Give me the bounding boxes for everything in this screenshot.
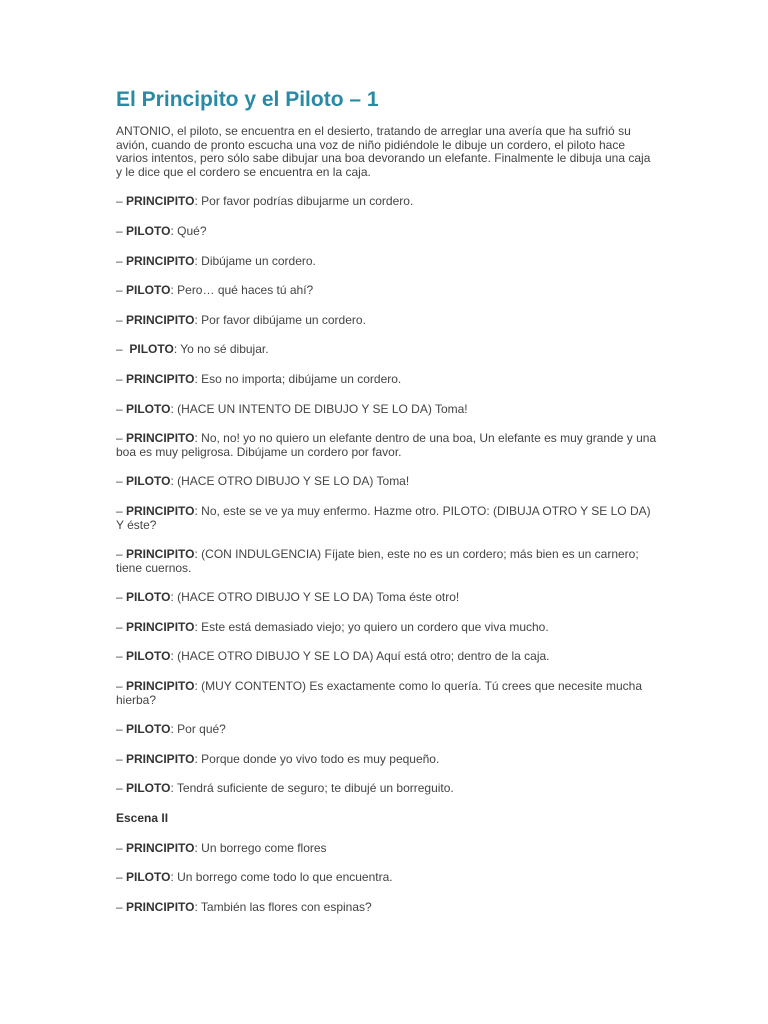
dash: – (116, 590, 127, 605)
speaker-name: PILOTO (126, 283, 171, 298)
dialogue-line (116, 723, 658, 737)
speaker-name: PILOTO (126, 590, 171, 605)
dialogue-text: : También las flores con espinas? (194, 899, 372, 914)
dialogue-text: : (HACE OTRO DIBUJO Y SE LO DA) Toma éste otro! (170, 590, 460, 605)
dialogue-list (116, 195, 658, 914)
dialogue-text: : (CON INDULGENCIA) Fíjate bien, este no es un cordero; más bien es un carnero; tiene cuernos. (116, 547, 639, 575)
dash: – (116, 312, 127, 327)
dash: – (116, 371, 127, 386)
dialogue-line (116, 225, 658, 239)
dialogue-text: : Tendrá suficiente de seguro; te dibujé un borreguito. (170, 781, 454, 796)
dialogue-text: : (MUY CONTENTO) Es exactamente como lo quería. Tú crees que necesite mucha hierba? (116, 679, 642, 707)
dash: – (116, 751, 127, 766)
dialogue-text: : (HACE UN INTENTO DE DIBUJO Y SE LO DA) Toma! (170, 401, 468, 416)
dialogue-text: : Pero… qué haces tú ahí? (170, 283, 314, 298)
dash: – (116, 781, 127, 796)
speaker-name: PRINCIPITO (126, 840, 195, 855)
dialogue-line (116, 195, 658, 209)
dialogue-text: : Eso no importa; dibújame un cordero. (194, 371, 402, 386)
dialogue-text: : Por qué? (170, 722, 226, 737)
speaker-name: PILOTO (129, 342, 174, 357)
speaker-name: PRINCIPITO (126, 547, 195, 562)
dialogue-line (116, 432, 658, 459)
dialogue-text: : Por favor dibújame un cordero. (194, 312, 366, 327)
dash: – (116, 223, 127, 238)
speaker-name: PRINCIPITO (126, 619, 195, 634)
dialogue-line (116, 505, 658, 532)
dialogue-line (116, 314, 658, 328)
dialogue-text: : Porque donde yo vivo todo es muy pequeño. (194, 751, 440, 766)
dash: – (116, 840, 127, 855)
dash: – (116, 899, 127, 914)
dialogue-text: : (HACE OTRO DIBUJO Y SE LO DA) Aquí está otro; dentro de la caja. (170, 649, 550, 664)
dialogue-text: : Un borrego come flores (194, 840, 327, 855)
dialogue-line (116, 284, 658, 298)
dialogue-line (116, 255, 658, 269)
dash: – (116, 619, 127, 634)
dash: – (116, 431, 127, 446)
dialogue-line (116, 475, 658, 489)
dialogue-line (116, 373, 658, 387)
speaker-name: PRINCIPITO (126, 899, 195, 914)
dialogue-text: : No, este se ve ya muy enfermo. Hazme otro. PILOTO: (DIBUJA OTRO Y SE LO DA) Y éste? (116, 503, 651, 532)
dash: – (116, 870, 127, 885)
page-title: El Principito y el Piloto – 1 (116, 88, 379, 111)
speaker-name: PRINCIPITO (126, 312, 195, 327)
intro-paragraph: ANTONIO, el piloto, se encuentra en el desierto, tratando de arreglar una avería que ha sufrió su avión, cuando de pronto escucha una voz de niño pidiéndole le dibuje un cordero, el piloto hace varios intentos, pero sólo sabe dibujar una boa devorando un elefante. Finalmente le dibuja una caja y le dice que el cordero se encuentra en la caja. (116, 124, 651, 179)
scene-heading: Escena II (116, 811, 169, 826)
dash: – (116, 722, 127, 737)
dialogue-text: : Este está demasiado viejo; yo quiero un cordero que viva mucho. (194, 619, 549, 634)
dialogue-line (116, 621, 658, 635)
speaker-name: PILOTO (126, 474, 171, 489)
speaker-name: PILOTO (126, 649, 171, 664)
dash: – (116, 283, 127, 298)
dialogue-line (116, 680, 658, 707)
speaker-name: PILOTO (126, 870, 171, 885)
dialogue-line (116, 343, 658, 357)
dash: – (116, 649, 127, 664)
dialogue-line (116, 842, 658, 856)
speaker-name: PRINCIPITO (126, 431, 195, 446)
dash: – (116, 401, 127, 416)
dialogue-line (116, 548, 658, 575)
dialogue-line (116, 591, 658, 605)
speaker-name: PRINCIPITO (126, 503, 195, 518)
speaker-name: PRINCIPITO (126, 679, 195, 694)
dash: – (116, 547, 127, 562)
speaker-name: PILOTO (126, 722, 171, 737)
dialogue-text: : Yo no sé dibujar. (173, 342, 269, 357)
speaker-name: PILOTO (126, 781, 171, 796)
dash: – (116, 679, 127, 694)
dash: – (116, 194, 127, 209)
dialogue-text: : Dibújame un cordero. (194, 253, 316, 268)
dash: – (116, 503, 127, 518)
dialogue-line (116, 403, 658, 417)
speaker-name: PRINCIPITO (126, 194, 195, 209)
speaker-name: PRINCIPITO (126, 371, 195, 386)
dialogue-line (116, 901, 658, 915)
speaker-name: PILOTO (126, 401, 171, 416)
speaker-name: PRINCIPITO (126, 751, 195, 766)
speaker-name: PILOTO (126, 223, 171, 238)
dialogue-line (116, 782, 658, 796)
dialogue-line (116, 871, 658, 885)
dash: – (116, 253, 127, 268)
dash: – (116, 474, 127, 489)
dialogue-text: : Qué? (170, 223, 207, 238)
dialogue-text: : Un borrego come todo lo que encuentra. (170, 870, 393, 885)
dash: – (116, 342, 127, 357)
dialogue-line (116, 650, 658, 664)
speaker-name: PRINCIPITO (126, 253, 195, 268)
dialogue-text: : (HACE OTRO DIBUJO Y SE LO DA) Toma! (170, 474, 410, 489)
dialogue-text: : Por favor podrías dibujarme un cordero. (194, 194, 414, 209)
dialogue-text: : No, no! yo no quiero un elefante dentro de una boa, Un elefante es muy grande y una boa es muy peligrosa. Dibújame un cordero por favor. (116, 431, 657, 459)
dialogue-line (116, 753, 658, 767)
